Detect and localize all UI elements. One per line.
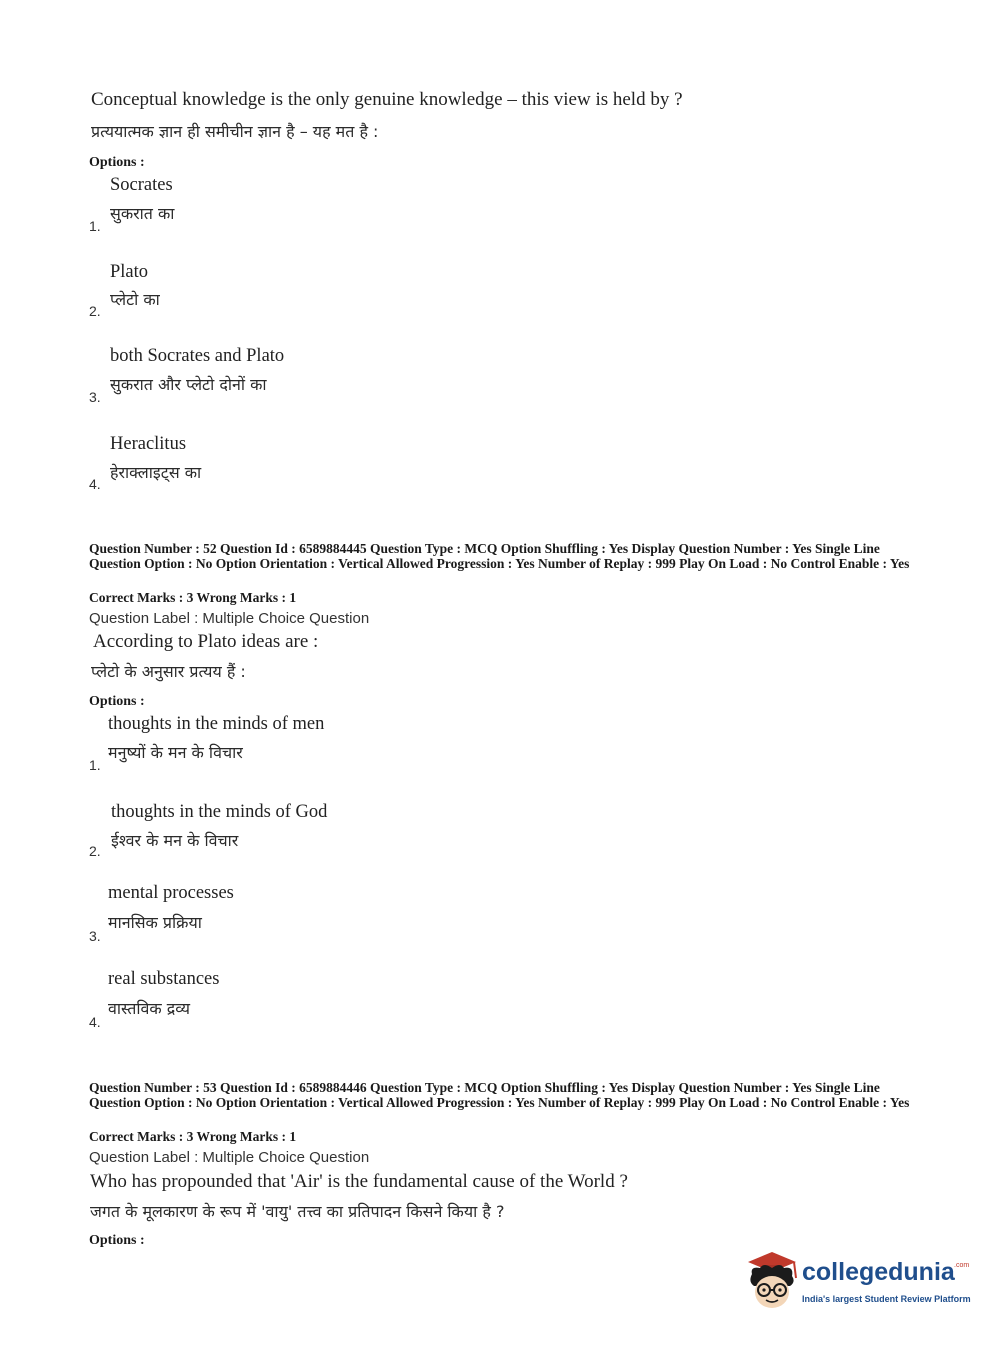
question-text-en: Conceptual knowledge is the only genuine knowledge – this view is held by ? [91,89,683,110]
logo-domain: .com [954,1262,970,1269]
option-1-en: Socrates [110,175,173,195]
option-3-hi: सुकरात और प्लेटो दोनों का [110,375,267,394]
option-4-en: real substances [108,969,220,989]
question-meta: Question Number : 52 Question Id : 6589884445 Question Type : MCQ Option Shuffling : Yes Display Question Number : Yes Single Line Question Option : No Option Orientation : Vertical Allowed Progression : Yes Number of Replay : 999 Play On Load : No Control Enable : Yes [89,541,910,571]
option-3-number: 3. [89,928,101,944]
question-label: Question Label : Multiple Choice Question [89,1149,370,1166]
option-4-number: 4. [89,1014,101,1030]
option-4-number: 4. [89,476,101,492]
option-2-hi: प्लेटो का [110,290,160,309]
option-1-hi: मनुष्यों के मन के विचार [108,743,243,762]
option-1-en: thoughts in the minds of men [108,714,325,734]
option-1-number: 1. [89,218,101,234]
question-text-hi: प्लेटो के अनुसार प्रत्यय हैं : [91,662,246,681]
logo-wordmark: collegedunia [802,1258,955,1286]
option-2-number: 2. [89,843,101,859]
question-text-en: According to Plato ideas are : [93,631,319,652]
options-label: Options : [89,1233,145,1248]
options-label: Options : [89,155,145,170]
option-2-hi: ईश्वर के मन के विचार [111,831,239,850]
option-1-hi: सुकरात का [110,204,175,223]
option-4-hi: हेराक्लाइट्स का [110,463,202,482]
option-3-en: mental processes [108,883,234,903]
logo-tagline: India's largest Student Review Platform [802,1294,971,1304]
option-3-hi: मानसिक प्रक्रिया [108,913,202,932]
collegedunia-logo [742,1248,972,1318]
option-3-en: both Socrates and Plato [110,346,285,366]
question-label: Question Label : Multiple Choice Question [89,610,370,627]
question-marks: Correct Marks : 3 Wrong Marks : 1 [89,1129,297,1144]
question-text-hi: प्रत्ययात्मक ज्ञान ही समीचीन ज्ञान है – यह मत है : [91,122,379,141]
option-4-en: Heraclitus [110,434,187,454]
mascot-icon [742,1248,802,1314]
question-text-en: Who has propounded that 'Air' is the fundamental cause of the World ? [90,1171,628,1192]
options-label: Options : [89,694,145,709]
option-4-hi: वास्तविक द्रव्य [108,999,191,1018]
question-meta: Question Number : 53 Question Id : 6589884446 Question Type : MCQ Option Shuffling : Yes Display Question Number : Yes Single Line Question Option : No Option Orientation : Vertical Allowed Progression : Yes Number of Replay : 999 Play On Load : No Control Enable : Yes [89,1080,910,1110]
question-marks: Correct Marks : 3 Wrong Marks : 1 [89,590,297,605]
question-text-hi: जगत के मूलकारण के रूप में 'वायु' तत्त्व का प्रतिपादन किसने किया है ? [90,1202,505,1221]
option-2-en: Plato [110,262,149,282]
option-3-number: 3. [89,389,101,405]
option-2-number: 2. [89,303,101,319]
option-1-number: 1. [89,757,101,773]
option-2-en: thoughts in the minds of God [111,802,328,822]
